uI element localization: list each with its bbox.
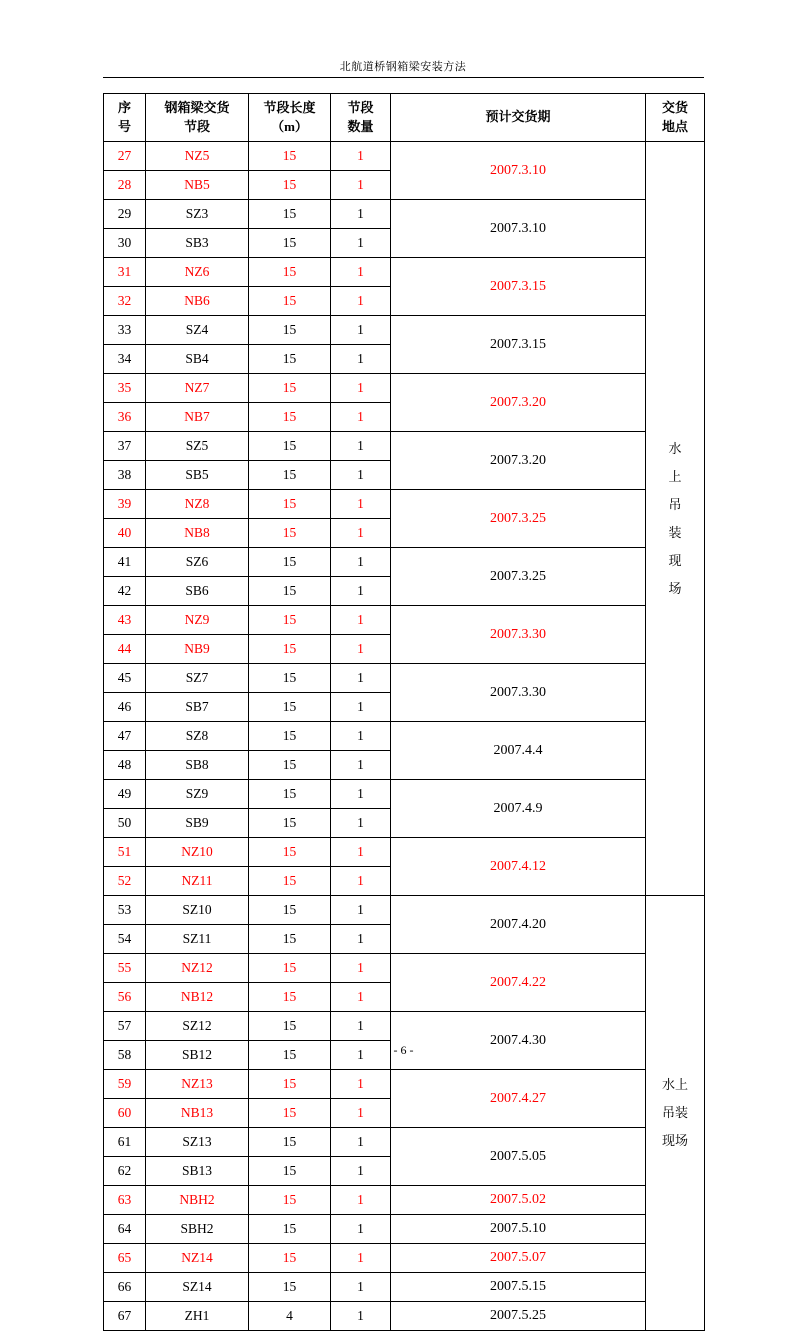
cell-quantity: 1 bbox=[331, 1041, 391, 1070]
column-header-length-line1: 节段长度 bbox=[263, 99, 316, 115]
column-header-length bbox=[249, 94, 331, 142]
cell-segment: NB8 bbox=[146, 519, 249, 548]
cell-quantity: 1 bbox=[331, 867, 391, 896]
table-row bbox=[104, 1302, 705, 1331]
cell-delivery-date: 2007.3.20 bbox=[391, 432, 646, 490]
cell-delivery-place-line: 吊装 bbox=[661, 1105, 688, 1120]
table-row bbox=[104, 548, 705, 577]
cell-quantity: 1 bbox=[331, 142, 391, 171]
cell-serial-no: 32 bbox=[104, 287, 146, 316]
cell-quantity: 1 bbox=[331, 983, 391, 1012]
cell-delivery-date: 2007.4.20 bbox=[391, 896, 646, 954]
cell-quantity: 1 bbox=[331, 490, 391, 519]
cell-delivery-place-line: 装 bbox=[668, 524, 682, 540]
cell-segment: NZ10 bbox=[146, 838, 249, 867]
cell-length: 15 bbox=[249, 258, 331, 287]
cell-serial-no: 54 bbox=[104, 925, 146, 954]
cell-serial-no: 31 bbox=[104, 258, 146, 287]
cell-length: 15 bbox=[249, 983, 331, 1012]
cell-delivery-date: 2007.4.9 bbox=[391, 780, 646, 838]
column-header-delivery-date bbox=[391, 94, 646, 142]
cell-delivery-place-line: 现 bbox=[668, 552, 682, 568]
table-row bbox=[104, 780, 705, 809]
cell-segment: SB8 bbox=[146, 751, 249, 780]
table-row bbox=[104, 1186, 705, 1215]
cell-length: 15 bbox=[249, 1186, 331, 1215]
cell-length: 15 bbox=[249, 548, 331, 577]
cell-segment: SB4 bbox=[146, 345, 249, 374]
cell-delivery-date: 2007.3.15 bbox=[391, 316, 646, 374]
cell-length: 15 bbox=[249, 374, 331, 403]
cell-serial-no: 37 bbox=[104, 432, 146, 461]
cell-segment: SBH2 bbox=[146, 1215, 249, 1244]
cell-delivery-place-line: 吊 bbox=[668, 496, 682, 512]
cell-length: 15 bbox=[249, 519, 331, 548]
cell-segment: NZ5 bbox=[146, 142, 249, 171]
cell-segment: SZ4 bbox=[146, 316, 249, 345]
cell-segment: SZ7 bbox=[146, 664, 249, 693]
cell-serial-no: 33 bbox=[104, 316, 146, 345]
cell-quantity: 1 bbox=[331, 171, 391, 200]
cell-quantity: 1 bbox=[331, 925, 391, 954]
cell-quantity: 1 bbox=[331, 548, 391, 577]
cell-delivery-date: 2007.3.10 bbox=[391, 200, 646, 258]
table-row bbox=[104, 1273, 705, 1302]
cell-quantity: 1 bbox=[331, 1128, 391, 1157]
cell-quantity: 1 bbox=[331, 896, 391, 925]
cell-segment: SZ6 bbox=[146, 548, 249, 577]
cell-segment: NZ13 bbox=[146, 1070, 249, 1099]
cell-delivery-date: 2007.3.30 bbox=[391, 606, 646, 664]
cell-segment: NBH2 bbox=[146, 1186, 249, 1215]
cell-segment: SZ13 bbox=[146, 1128, 249, 1157]
page-footer-number: - 6 - bbox=[393, 1043, 414, 1057]
cell-quantity: 1 bbox=[331, 432, 391, 461]
cell-quantity: 1 bbox=[331, 374, 391, 403]
cell-serial-no: 29 bbox=[104, 200, 146, 229]
cell-delivery-date: 2007.5.10 bbox=[391, 1215, 646, 1244]
cell-serial-no: 53 bbox=[104, 896, 146, 925]
cell-delivery-place-line: 水 bbox=[668, 440, 682, 456]
column-header-segment-line2: 节段 bbox=[183, 118, 210, 134]
cell-serial-no: 65 bbox=[104, 1244, 146, 1273]
header-divider bbox=[103, 77, 704, 78]
cell-length: 15 bbox=[249, 1244, 331, 1273]
cell-serial-no: 41 bbox=[104, 548, 146, 577]
cell-length: 15 bbox=[249, 664, 331, 693]
column-header-length-line2: （m） bbox=[271, 118, 308, 134]
cell-serial-no: 67 bbox=[104, 1302, 146, 1331]
cell-delivery-date: 2007.5.07 bbox=[391, 1244, 646, 1273]
cell-serial-no: 30 bbox=[104, 229, 146, 258]
cell-segment: SZ5 bbox=[146, 432, 249, 461]
cell-segment: SZ12 bbox=[146, 1012, 249, 1041]
cell-delivery-place-line: 现场 bbox=[661, 1133, 688, 1148]
cell-length: 15 bbox=[249, 925, 331, 954]
cell-quantity: 1 bbox=[331, 1099, 391, 1128]
cell-segment: NZ9 bbox=[146, 606, 249, 635]
cell-delivery-place bbox=[646, 142, 705, 896]
cell-segment: NB5 bbox=[146, 171, 249, 200]
cell-segment: SZ3 bbox=[146, 200, 249, 229]
cell-delivery-date: 2007.3.25 bbox=[391, 490, 646, 548]
column-header-delivery-place bbox=[646, 94, 705, 142]
table-row bbox=[104, 606, 705, 635]
cell-segment: SZ10 bbox=[146, 896, 249, 925]
delivery-schedule-table bbox=[103, 93, 705, 1331]
cell-serial-no: 46 bbox=[104, 693, 146, 722]
cell-length: 15 bbox=[249, 490, 331, 519]
cell-length: 15 bbox=[249, 635, 331, 664]
cell-segment: SZ14 bbox=[146, 1273, 249, 1302]
cell-length: 15 bbox=[249, 345, 331, 374]
cell-segment: NZ12 bbox=[146, 954, 249, 983]
cell-length: 15 bbox=[249, 432, 331, 461]
page-header-title: 北航道桥钢箱梁安装方法 bbox=[339, 61, 467, 73]
cell-segment: SB6 bbox=[146, 577, 249, 606]
table-row bbox=[104, 896, 705, 925]
cell-segment: NZ14 bbox=[146, 1244, 249, 1273]
cell-segment: NZ11 bbox=[146, 867, 249, 896]
cell-serial-no: 66 bbox=[104, 1273, 146, 1302]
table-row bbox=[104, 316, 705, 345]
cell-delivery-place-line: 场 bbox=[668, 580, 682, 596]
cell-quantity: 1 bbox=[331, 664, 391, 693]
cell-delivery-date: 2007.4.12 bbox=[391, 838, 646, 896]
cell-delivery-date: 2007.4.4 bbox=[391, 722, 646, 780]
cell-serial-no: 56 bbox=[104, 983, 146, 1012]
cell-serial-no: 40 bbox=[104, 519, 146, 548]
cell-segment: SZ9 bbox=[146, 780, 249, 809]
column-header-delivery-date-line1: 预计交货期 bbox=[485, 109, 551, 125]
cell-length: 15 bbox=[249, 954, 331, 983]
cell-delivery-date: 2007.4.27 bbox=[391, 1070, 646, 1128]
cell-delivery-date: 2007.3.20 bbox=[391, 374, 646, 432]
table-row bbox=[104, 1128, 705, 1157]
cell-length: 15 bbox=[249, 171, 331, 200]
cell-segment: ZH1 bbox=[146, 1302, 249, 1331]
table-row bbox=[104, 1215, 705, 1244]
cell-length: 4 bbox=[249, 1302, 331, 1331]
cell-serial-no: 47 bbox=[104, 722, 146, 751]
cell-serial-no: 64 bbox=[104, 1215, 146, 1244]
table-header bbox=[104, 94, 705, 142]
cell-length: 15 bbox=[249, 1215, 331, 1244]
cell-quantity: 1 bbox=[331, 751, 391, 780]
cell-serial-no: 39 bbox=[104, 490, 146, 519]
cell-serial-no: 38 bbox=[104, 461, 146, 490]
cell-segment: NB9 bbox=[146, 635, 249, 664]
table-row bbox=[104, 142, 705, 171]
cell-length: 15 bbox=[249, 142, 331, 171]
table-row bbox=[104, 258, 705, 287]
column-header-delivery-place-line1: 交货 bbox=[661, 99, 688, 115]
cell-length: 15 bbox=[249, 1157, 331, 1186]
table-row bbox=[104, 722, 705, 751]
cell-quantity: 1 bbox=[331, 287, 391, 316]
cell-serial-no: 49 bbox=[104, 780, 146, 809]
cell-segment: SB7 bbox=[146, 693, 249, 722]
cell-length: 15 bbox=[249, 722, 331, 751]
column-header-segment-line1: 钢箱梁交货 bbox=[164, 99, 230, 115]
cell-length: 15 bbox=[249, 1041, 331, 1070]
cell-serial-no: 45 bbox=[104, 664, 146, 693]
cell-length: 15 bbox=[249, 287, 331, 316]
cell-delivery-date: 2007.5.25 bbox=[391, 1302, 646, 1331]
column-header-serial-no-line1: 序 bbox=[117, 99, 131, 115]
cell-quantity: 1 bbox=[331, 1070, 391, 1099]
table-row bbox=[104, 838, 705, 867]
cell-serial-no: 42 bbox=[104, 577, 146, 606]
column-header-serial-no bbox=[104, 94, 146, 142]
cell-delivery-date: 2007.3.10 bbox=[391, 142, 646, 200]
cell-length: 15 bbox=[249, 461, 331, 490]
cell-quantity: 1 bbox=[331, 577, 391, 606]
cell-segment: SB9 bbox=[146, 809, 249, 838]
cell-delivery-date: 2007.5.15 bbox=[391, 1273, 646, 1302]
cell-quantity: 1 bbox=[331, 1273, 391, 1302]
cell-length: 15 bbox=[249, 780, 331, 809]
column-header-serial-no-line2: 号 bbox=[117, 118, 131, 134]
cell-delivery-place-line: 水上 bbox=[661, 1077, 688, 1092]
cell-length: 15 bbox=[249, 229, 331, 258]
cell-segment: SB13 bbox=[146, 1157, 249, 1186]
column-header-quantity-line1: 节段 bbox=[347, 99, 374, 115]
column-header-delivery-place-line2: 地点 bbox=[661, 118, 688, 134]
cell-serial-no: 36 bbox=[104, 403, 146, 432]
cell-quantity: 1 bbox=[331, 780, 391, 809]
cell-segment: NZ6 bbox=[146, 258, 249, 287]
table-row bbox=[104, 1244, 705, 1273]
cell-quantity: 1 bbox=[331, 606, 391, 635]
cell-quantity: 1 bbox=[331, 461, 391, 490]
cell-quantity: 1 bbox=[331, 1157, 391, 1186]
cell-length: 15 bbox=[249, 896, 331, 925]
cell-serial-no: 27 bbox=[104, 142, 146, 171]
cell-length: 15 bbox=[249, 606, 331, 635]
cell-segment: NB13 bbox=[146, 1099, 249, 1128]
cell-serial-no: 60 bbox=[104, 1099, 146, 1128]
cell-serial-no: 55 bbox=[104, 954, 146, 983]
cell-segment: NB7 bbox=[146, 403, 249, 432]
cell-segment: SB3 bbox=[146, 229, 249, 258]
table-row bbox=[104, 1012, 705, 1041]
cell-quantity: 1 bbox=[331, 200, 391, 229]
cell-length: 15 bbox=[249, 577, 331, 606]
cell-length: 15 bbox=[249, 403, 331, 432]
cell-quantity: 1 bbox=[331, 838, 391, 867]
cell-quantity: 1 bbox=[331, 954, 391, 983]
cell-segment: NZ8 bbox=[146, 490, 249, 519]
cell-serial-no: 58 bbox=[104, 1041, 146, 1070]
cell-length: 15 bbox=[249, 693, 331, 722]
cell-length: 15 bbox=[249, 1070, 331, 1099]
cell-delivery-date: 2007.5.05 bbox=[391, 1128, 646, 1186]
cell-length: 15 bbox=[249, 200, 331, 229]
cell-quantity: 1 bbox=[331, 229, 391, 258]
column-header-quantity bbox=[331, 94, 391, 142]
cell-segment: SZ11 bbox=[146, 925, 249, 954]
cell-length: 15 bbox=[249, 1099, 331, 1128]
cell-quantity: 1 bbox=[331, 1186, 391, 1215]
cell-quantity: 1 bbox=[331, 693, 391, 722]
table-row bbox=[104, 1070, 705, 1099]
cell-quantity: 1 bbox=[331, 1244, 391, 1273]
cell-length: 15 bbox=[249, 1273, 331, 1302]
cell-segment: NB6 bbox=[146, 287, 249, 316]
cell-length: 15 bbox=[249, 867, 331, 896]
cell-delivery-date: 2007.5.02 bbox=[391, 1186, 646, 1215]
cell-quantity: 1 bbox=[331, 316, 391, 345]
cell-quantity: 1 bbox=[331, 1215, 391, 1244]
cell-serial-no: 63 bbox=[104, 1186, 146, 1215]
column-header-segment bbox=[146, 94, 249, 142]
cell-quantity: 1 bbox=[331, 258, 391, 287]
table-row bbox=[104, 954, 705, 983]
cell-serial-no: 28 bbox=[104, 171, 146, 200]
cell-quantity: 1 bbox=[331, 345, 391, 374]
cell-serial-no: 35 bbox=[104, 374, 146, 403]
cell-serial-no: 48 bbox=[104, 751, 146, 780]
cell-segment: SZ8 bbox=[146, 722, 249, 751]
table-row bbox=[104, 432, 705, 461]
cell-delivery-date: 2007.4.22 bbox=[391, 954, 646, 1012]
cell-serial-no: 44 bbox=[104, 635, 146, 664]
cell-serial-no: 52 bbox=[104, 867, 146, 896]
cell-length: 15 bbox=[249, 316, 331, 345]
cell-delivery-date: 2007.4.30 bbox=[391, 1012, 646, 1070]
column-header-quantity-line2: 数量 bbox=[347, 118, 374, 134]
cell-quantity: 1 bbox=[331, 1012, 391, 1041]
table-row bbox=[104, 664, 705, 693]
cell-quantity: 1 bbox=[331, 635, 391, 664]
cell-quantity: 1 bbox=[331, 809, 391, 838]
cell-serial-no: 59 bbox=[104, 1070, 146, 1099]
cell-serial-no: 51 bbox=[104, 838, 146, 867]
cell-segment: NZ7 bbox=[146, 374, 249, 403]
cell-quantity: 1 bbox=[331, 722, 391, 751]
cell-quantity: 1 bbox=[331, 1302, 391, 1331]
cell-delivery-date: 2007.3.30 bbox=[391, 664, 646, 722]
table-row bbox=[104, 374, 705, 403]
table-header-row bbox=[104, 94, 705, 142]
table-row bbox=[104, 490, 705, 519]
cell-length: 15 bbox=[249, 1128, 331, 1157]
cell-segment: SB5 bbox=[146, 461, 249, 490]
cell-segment: SB12 bbox=[146, 1041, 249, 1070]
cell-serial-no: 34 bbox=[104, 345, 146, 374]
cell-length: 15 bbox=[249, 1012, 331, 1041]
cell-delivery-place bbox=[646, 896, 705, 1331]
cell-length: 15 bbox=[249, 838, 331, 867]
cell-segment: NB12 bbox=[146, 983, 249, 1012]
delivery-schedule-table-wrapper bbox=[103, 93, 704, 1331]
cell-serial-no: 61 bbox=[104, 1128, 146, 1157]
cell-delivery-date: 2007.3.15 bbox=[391, 258, 646, 316]
cell-delivery-place-line: 上 bbox=[668, 468, 682, 484]
cell-serial-no: 62 bbox=[104, 1157, 146, 1186]
cell-quantity: 1 bbox=[331, 519, 391, 548]
cell-serial-no: 57 bbox=[104, 1012, 146, 1041]
cell-quantity: 1 bbox=[331, 403, 391, 432]
cell-serial-no: 50 bbox=[104, 809, 146, 838]
table-body bbox=[104, 142, 705, 1331]
cell-length: 15 bbox=[249, 809, 331, 838]
cell-serial-no: 43 bbox=[104, 606, 146, 635]
cell-length: 15 bbox=[249, 751, 331, 780]
table-row bbox=[104, 200, 705, 229]
cell-delivery-date: 2007.3.25 bbox=[391, 548, 646, 606]
